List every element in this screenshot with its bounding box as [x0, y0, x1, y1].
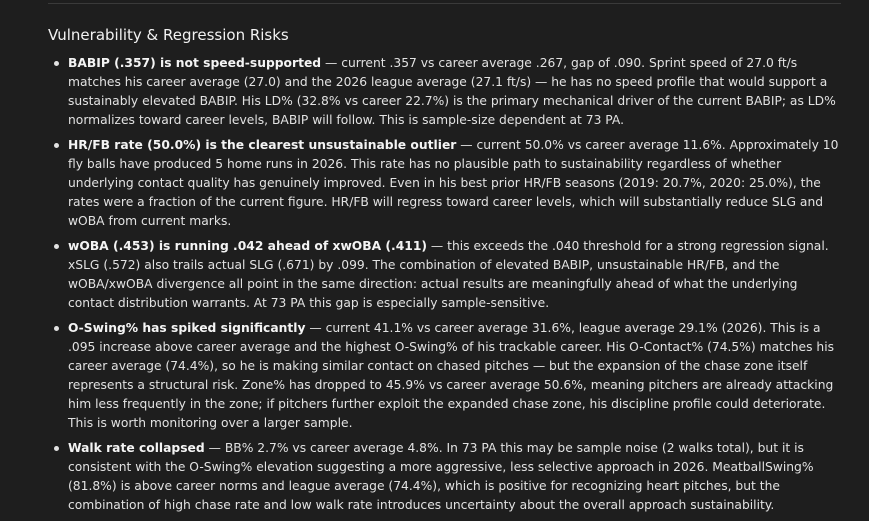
section-divider [48, 3, 841, 4]
item-text: — current 41.1% vs career average 31.6%, league average 29.1% (2026). This is a .095 increase above career average and the highest O-Swing% of his trackable career. His O-Contact% (74.5%) matches his career average (74.4%), so he is making similar contact on chased pitches — but the expansion of the chase zone itself represents a structural risk. Zone% has dropped to 45.9% vs career average 50.6%, meaning pitchers are already attacking him less frequently in the zone; if pitchers further exploit the expanded chase zone, his discipline profile could deteriorate. This is worth monitoring over a larger sample. [68, 321, 835, 430]
list-item [68, 136, 841, 231]
item-text: — BB% 2.7% vs career average 4.8%. In 73 PA this may be sample noise (2 walks total), but it is consistent with the O-Swing% elevation suggesting a more aggressive, less selective approach in 2026. MeatballSwing% (81.8%) is above career norms and league average (74.4%), which is positive for recognizing heart pitches, but the combination of high chase rate and low walk rate introduces uncertainty about the overall approach sustainability. [68, 441, 814, 512]
item-lead: O-Swing% has spiked significantly [68, 321, 306, 335]
item-lead: BABIP (.357) is not speed-supported [68, 56, 322, 70]
section-heading: Vulnerability & Regression Risks [48, 26, 289, 44]
item-text: — current 50.0% vs career average 11.6%. Approximately 10 fly balls have produced 5 home runs in 2026. This rate has no plausible path to sustainability regardless of whether underlying contact quality has genuinely improved. Even in his best prior HR/FB seasons (2019: 20.7%, 2020: 25.0%), the rates were a fraction of the current figure. HR/FB will regress toward career levels, which will substantially reduce SLG and wOBA from current marks. [68, 138, 839, 228]
list-item [68, 439, 841, 515]
list-item [68, 319, 841, 433]
list-item [68, 237, 841, 313]
item-lead: HR/FB rate (50.0%) is the clearest unsustainable outlier [68, 138, 457, 152]
risk-list [48, 54, 841, 515]
item-text: — this exceeds the .040 threshold for a strong regression signal. xSLG (.572) also trails actual SLG (.671) by .099. The combination of elevated BABIP, unsustainable HR/FB, and the wOBA/xwOBA divergence all point in the same direction: actual results are meaningfully ahead of what the underlying contact distribution warrants. At 73 PA this gap is especially sample-sensitive. [68, 239, 829, 310]
item-lead: Walk rate collapsed [68, 441, 205, 455]
list-item [68, 54, 841, 130]
item-text: — current .357 vs career average .267, gap of .090. Sprint speed of 27.0 ft/s matches his career average (27.0) and the 2026 league average (27.1 ft/s) — he has no speed profile that would support a sustainably elevated BABIP. His LD% (32.8% vs career 22.7%) is the primary mechanical driver of the current BABIP; as LD% normalizes toward career levels, BABIP will follow. This is sample-size dependent at 73 PA. [68, 56, 836, 127]
item-lead: wOBA (.453) is running .042 ahead of xwOBA (.411) [68, 239, 428, 253]
regression-risks-section [48, 24, 841, 521]
